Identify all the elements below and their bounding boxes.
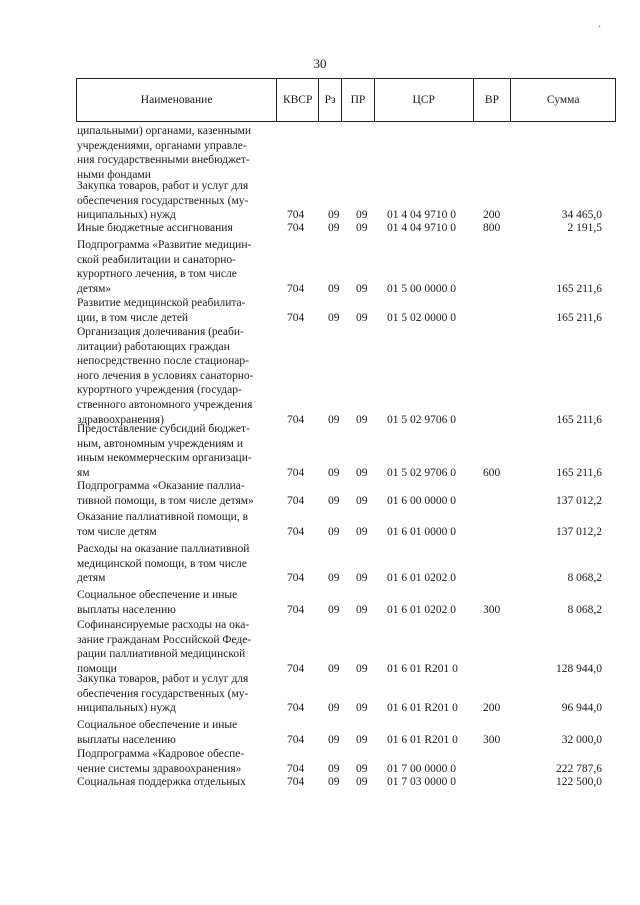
cell-kvsr: 704 [287,525,305,538]
cell-sum: 165 211,6 [556,311,602,324]
row-name-line: здравоохранения) [77,413,164,426]
cell-sum: 2 191,5 [567,222,602,234]
cell-sum: 8 068,2 [567,572,602,585]
table-row [77,588,617,617]
row-name-line: обеспечения государственных (му- [77,687,249,700]
cell-rz: 09 [328,762,340,775]
cell-kvsr: 704 [287,572,305,585]
cell-rz: 09 [328,282,340,295]
row-name-line: иным некоммерческим организаци- [77,452,252,465]
cell-rz: 09 [328,311,340,324]
header-rz: Рз [319,79,342,121]
cell-kvsr: 704 [287,311,305,324]
cell-pr: 09 [356,494,368,507]
table-row [77,179,617,223]
table-row [77,718,617,747]
cell-csr: 01 7 00 0000 0 [387,762,456,775]
cell-rz: 09 [328,209,340,222]
cell-rz: 09 [328,413,340,426]
header-csr: ЦСР [375,79,474,121]
cell-pr: 09 [356,311,368,324]
row-name-line: ным, автономным учреждениям и [77,437,243,450]
cell-csr: 01 5 02 9706 0 [387,413,456,426]
cell-pr: 09 [356,603,368,616]
cell-sum: 32 000,0 [561,733,602,746]
row-name-line: рации паллиативной медицинской [77,648,246,661]
row-name-line: курортного лечения, в том числе [77,268,237,281]
row-name-line: медицинской помощи, в том числе [77,557,247,570]
cell-kvsr: 704 [287,662,305,675]
row-name-line: Оказание паллиативной помощи, в [77,511,249,523]
row-name-line: Предоставление субсидий бюджет- [77,423,250,435]
cell-sum: 34 465,0 [561,209,602,222]
cell-vr: 800 [483,222,501,234]
cell-kvsr: 704 [287,494,305,507]
cell-sum: 137 012,2 [556,494,602,507]
cell-pr: 09 [356,222,368,234]
table-row [77,238,617,296]
cell-pr: 09 [356,209,368,222]
row-name-line: ции, в том числе детей [77,311,189,324]
table-row [77,422,617,480]
row-name [77,479,273,508]
cell-vr: 300 [483,733,501,746]
row-name-line: Закупка товаров, работ и услуг для [77,673,249,685]
table-row [77,672,617,716]
row-name-line: Подпрограмма «Оказание паллиа- [77,480,245,492]
row-name [77,179,273,223]
row-name-line: зание гражданам Российской Феде- [77,633,252,646]
cell-vr: 200 [483,702,501,715]
cell-rz: 09 [328,466,340,479]
cell-pr: 09 [356,702,368,715]
cell-csr: 01 6 01 0202 0 [387,572,456,585]
table-row [77,618,617,676]
cell-kvsr: 704 [287,603,305,616]
cell-pr: 09 [356,572,368,585]
row-name-line: Социальное обеспечение и иные [77,719,238,731]
cell-sum: 165 211,6 [556,282,602,295]
table-row [77,221,617,236]
cell-rz: 09 [328,222,340,234]
row-name [77,542,273,586]
cell-csr: 01 6 01 0000 0 [387,525,456,538]
row-name [77,238,273,296]
table-row [77,510,617,539]
row-name-line: Иные бюджетные ассигнования [77,222,233,234]
row-name-line: Закупка товаров, работ и услуг для [77,180,249,192]
cell-csr: 01 6 01 R201 0 [387,702,458,715]
row-name [77,588,273,617]
cell-rz: 09 [328,776,340,788]
cell-rz: 09 [328,494,340,507]
cell-csr: 01 4 04 9710 0 [387,209,456,222]
cell-csr: 01 6 01 0202 0 [387,603,456,616]
row-name [77,618,273,676]
row-name-line: обеспечения государственных (му- [77,194,249,207]
row-name-line: помощи [77,662,117,675]
cell-sum: 165 211,6 [556,466,602,479]
row-name-line: курортного учреждения (государ- [77,384,242,397]
row-name-line: ными фондами [77,168,151,181]
row-name [77,747,273,776]
row-name [77,510,273,539]
row-name-line: литации) работающих граждан [77,340,230,353]
cell-kvsr: 704 [287,733,305,746]
row-name-line: ниципальных) нужд [77,702,176,715]
page-number: 30 [313,56,327,71]
table-header [76,78,616,122]
header-name: Наименование [77,79,277,121]
cell-kvsr: 704 [287,413,305,426]
cell-rz: 09 [328,662,340,675]
cell-vr: 200 [483,209,501,222]
cell-pr: 09 [356,662,368,675]
row-name-line: Софинансируемые расходы на ока- [77,619,250,631]
cell-rz: 09 [328,603,340,616]
cell-rz: 09 [328,572,340,585]
row-name-line: Расходы на оказание паллиативной [77,543,250,555]
cell-vr: 600 [483,466,501,479]
cell-sum: 165 211,6 [556,413,602,426]
row-name-line: Социальная поддержка отдельных [77,776,246,788]
table-row [77,124,617,182]
row-name-line: Социальное обеспечение и иные [77,589,238,601]
row-name-line: учреждениями, органами управле- [77,139,247,152]
cell-kvsr: 704 [287,466,305,479]
row-name [77,221,273,236]
row-name-line: ния государственными внебюджет- [77,154,250,167]
row-name-line: Организация долечивания (реаби- [77,326,244,338]
cell-sum: 128 944,0 [556,662,602,675]
cell-csr: 01 5 02 9706 0 [387,466,456,479]
row-name-line: детям» [77,282,112,295]
header-kvsr: КВСР [277,79,319,121]
cell-pr: 09 [356,762,368,775]
cell-kvsr: 704 [287,776,305,788]
row-name-line: Подпрограмма «Кадровое обеспе- [77,748,245,760]
cell-pr: 09 [356,733,368,746]
cell-csr: 01 7 03 0000 0 [387,776,456,788]
row-name-line: том числе детям [77,525,157,538]
row-name [77,296,273,325]
header-vr: ВР [474,79,512,121]
table-row [77,479,617,508]
cell-vr: 300 [483,603,501,616]
cell-kvsr: 704 [287,762,305,775]
table-row [77,325,617,427]
cell-kvsr: 704 [287,222,305,234]
row-name-line: ственного автономного учреждения [77,398,253,411]
cell-pr: 09 [356,282,368,295]
row-name-line: детям [77,572,106,585]
row-name-line: ям [77,466,90,479]
cell-csr: 01 6 01 R201 0 [387,733,458,746]
cell-pr: 09 [356,525,368,538]
row-name-line: чение системы здравоохранения» [77,762,242,775]
cell-sum: 137 012,2 [556,525,602,538]
cell-rz: 09 [328,733,340,746]
cell-kvsr: 704 [287,209,305,222]
row-name-line: непосредственно после стационар- [77,355,249,368]
row-name-line: Развитие медицинской реабилита- [77,297,246,309]
row-name [77,672,273,716]
row-name [77,124,273,182]
row-name [77,718,273,747]
header-pr: ПР [342,79,375,121]
row-name-line: Подпрограмма «Развитие медицин- [77,239,252,251]
cell-pr: 09 [356,466,368,479]
cell-sum: 96 944,0 [561,702,602,715]
cell-kvsr: 704 [287,282,305,295]
cell-sum: 222 787,6 [556,762,602,775]
cell-csr: 01 5 02 0000 0 [387,311,456,324]
cell-pr: 09 [356,776,368,788]
row-name [77,422,273,480]
cell-pr: 09 [356,413,368,426]
cell-sum: 122 500,0 [556,776,602,788]
row-name-line: ного лечения в условиях санаторно- [77,369,254,382]
cell-sum: 8 068,2 [567,603,602,616]
row-name-line: ниципальных) нужд [77,209,176,222]
cell-csr: 01 4 04 9710 0 [387,222,456,234]
cell-csr: 01 5 00 0000 0 [387,282,456,295]
row-name [77,325,273,427]
table-row [77,542,617,586]
scan-mark: · [598,22,602,33]
table-row [77,296,617,325]
cell-kvsr: 704 [287,702,305,715]
cell-csr: 01 6 01 R201 0 [387,662,458,675]
header-sum: Сумма [546,94,580,106]
row-name-line: выплаты населению [77,733,176,746]
row-name [77,775,273,790]
row-name-line: выплаты населению [77,603,176,616]
table-row [77,775,617,790]
row-name-line: тивной помощи, в том числе детям» [77,494,254,507]
cell-rz: 09 [328,525,340,538]
table-row [77,747,617,776]
cell-rz: 09 [328,702,340,715]
cell-csr: 01 6 00 0000 0 [387,494,456,507]
row-name-line: ципальными) органами, казенными [77,125,252,137]
row-name-line: ской реабилитации и санаторно- [77,253,236,266]
